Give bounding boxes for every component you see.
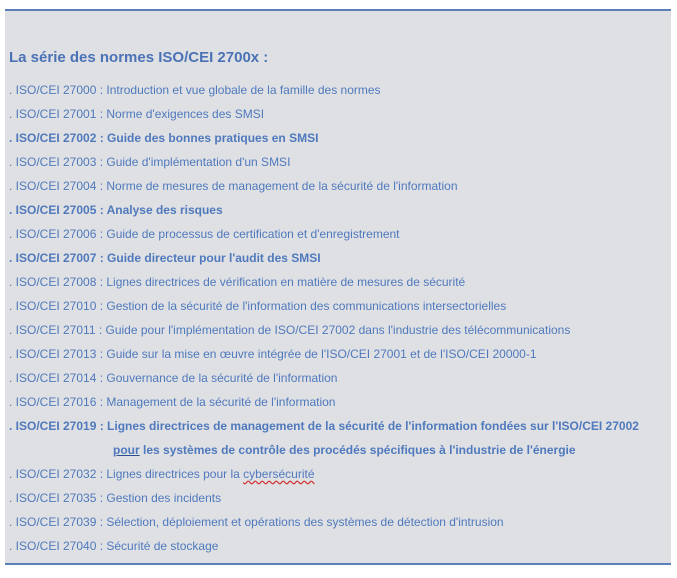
- list-item-27004: . ISO/CEI 27004 : Norme de mesures de management de la sécurité de l'information: [9, 179, 458, 193]
- list-item-27013: . ISO/CEI 27013 : Guide sur la mise en œuvre intégrée de l'ISO/CEI 27001 et de l'ISO/CEI 20000-1: [9, 347, 537, 361]
- list-item-27007: . ISO/CEI 27007 : Guide directeur pour l'audit des SMSI: [9, 251, 321, 265]
- list-item-27002: . ISO/CEI 27002 : Guide des bonnes pratiques en SMSI: [9, 131, 319, 145]
- list-item-27039: . ISO/CEI 27039 : Sélection, déploiement et opérations des systèmes de détection d'intrusion: [9, 515, 504, 529]
- underlined-word: pour: [113, 443, 140, 457]
- list-item-27032: [9, 462, 639, 486]
- list-item-27035: . ISO/CEI 27035 : Gestion des incidents: [9, 491, 222, 505]
- list-item-27005: . ISO/CEI 27005 : Analyse des risques: [9, 203, 223, 217]
- list-item-27006: . ISO/CEI 27006 : Guide de processus de certification et d'enregistrement: [9, 227, 400, 241]
- list-item-27010: . ISO/CEI 27010 : Gestion de la sécurité de l'information des communications intersectorielles: [9, 299, 507, 313]
- item-text: . ISO/CEI 27032 : Lignes directrices pour la: [9, 467, 244, 481]
- list-item-27000: . ISO/CEI 27000 : Introduction et vue globale de la famille des normes: [9, 83, 381, 97]
- list-item-27001: . ISO/CEI 27001 : Norme d'exigences des SMSI: [9, 107, 265, 121]
- list-item-27008: . ISO/CEI 27008 : Lignes directrices de vérification en matière de mesures de sécurité: [9, 275, 466, 289]
- standards-panel: [5, 9, 671, 565]
- page-title: La série des normes ISO/CEI 2700x :: [9, 49, 269, 66]
- standards-list: [9, 78, 639, 558]
- spellcheck-flagged-word: cybersécurité: [243, 467, 315, 481]
- list-item-27019-continuation: [9, 438, 639, 462]
- list-item-27003: . ISO/CEI 27003 : Guide d'implémentation d'un SMSI: [9, 155, 291, 169]
- list-item-27040: . ISO/CEI 27040 : Sécurité de stockage: [9, 539, 219, 553]
- list-item-27011: . ISO/CEI 27011 : Guide pour l'implémentation de ISO/CEI 27002 dans l'industrie des télécommunications: [9, 323, 571, 337]
- list-item-27016: . ISO/CEI 27016 : Management de la sécurité de l'information: [9, 395, 336, 409]
- list-item-27019: . ISO/CEI 27019 : Lignes directrices de management de la sécurité de l'information fondées sur l'ISO/CEI 27002: [9, 419, 639, 433]
- continuation-text: les systèmes de contrôle des procédés spécifiques à l'industrie de l'énergie: [139, 443, 576, 457]
- list-item-27014: . ISO/CEI 27014 : Gouvernance de la sécurité de l'information: [9, 371, 338, 385]
